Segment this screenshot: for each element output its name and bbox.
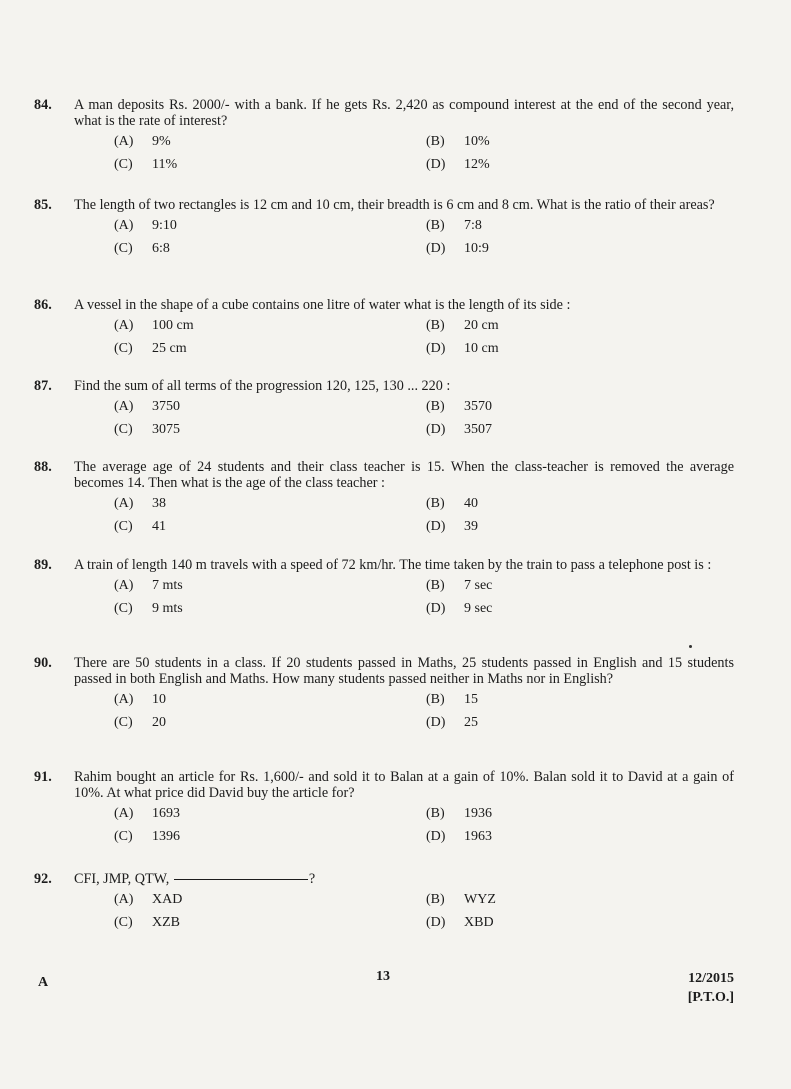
question-91 bbox=[34, 769, 734, 852]
series-code: A bbox=[38, 975, 49, 990]
option-c[interactable]: (C) 9 mts bbox=[114, 601, 183, 616]
question-number: 88. bbox=[34, 459, 52, 475]
question-89 bbox=[34, 557, 734, 624]
option-b[interactable]: (B) 15 bbox=[426, 692, 478, 707]
question-87 bbox=[34, 378, 734, 445]
question-90 bbox=[34, 655, 734, 738]
speck-mark bbox=[689, 645, 692, 648]
question-text: 91. Rahim bought an article for Rs. 1,600/- and sold it to Balan at a gain of 10%. Balan sold it to David at a gain of 10%. At what price did David buy the article for? bbox=[34, 769, 734, 801]
options bbox=[34, 578, 734, 624]
option-c[interactable]: (C) 1396 bbox=[114, 829, 180, 844]
question-number: 92. bbox=[34, 871, 52, 887]
footer-code-block bbox=[652, 969, 734, 1007]
question-text: 85. The length of two rectangles is 12 cm and 10 cm, their breadth is 6 cm and 8 cm. What is the ratio of their areas? bbox=[34, 197, 715, 213]
options bbox=[34, 318, 734, 364]
option-a[interactable]: (A) 100 cm bbox=[114, 318, 194, 333]
question-text: 89. A train of length 140 m travels with a speed of 72 km/hr. The time taken by the train to pass a telephone post is : bbox=[34, 557, 712, 573]
options bbox=[34, 806, 734, 852]
question-number: 87. bbox=[34, 378, 52, 394]
option-a[interactable]: (A) 1693 bbox=[114, 806, 180, 821]
option-c[interactable]: (C) 41 bbox=[114, 519, 166, 534]
options bbox=[34, 399, 734, 445]
option-a[interactable]: (A) 38 bbox=[114, 496, 166, 511]
option-a[interactable]: (A) 10 bbox=[114, 692, 166, 707]
option-c[interactable]: (C) 3075 bbox=[114, 422, 180, 437]
pto-mark: [P.T.O.] bbox=[687, 990, 734, 1005]
option-a[interactable]: (A) 3750 bbox=[114, 399, 180, 414]
option-c[interactable]: (C) 20 bbox=[114, 715, 166, 730]
option-d[interactable]: (D) XBD bbox=[426, 915, 494, 930]
option-c[interactable]: (C) 25 cm bbox=[114, 341, 187, 356]
question-text: 86. A vessel in the shape of a cube contains one litre of water what is the length of its side : bbox=[34, 297, 571, 313]
option-b[interactable]: (B) 3570 bbox=[426, 399, 492, 414]
question-85 bbox=[34, 197, 734, 264]
option-b[interactable]: (B) 7:8 bbox=[426, 218, 482, 233]
options bbox=[34, 496, 734, 542]
options bbox=[34, 692, 734, 738]
option-a[interactable]: (A) 9:10 bbox=[114, 218, 177, 233]
option-a[interactable]: (A) XAD bbox=[114, 892, 183, 907]
option-d[interactable]: (D) 9 sec bbox=[426, 601, 493, 616]
question-text: 92. CFI, JMP, QTW, ? bbox=[34, 871, 316, 887]
options bbox=[34, 218, 734, 264]
option-b[interactable]: (B) 10% bbox=[426, 134, 490, 149]
question-text: 87. Find the sum of all terms of the progression 120, 125, 130 ... 220 : bbox=[34, 378, 451, 394]
option-b[interactable]: (B) 7 sec bbox=[426, 578, 493, 593]
option-c[interactable]: (C) 11% bbox=[114, 157, 178, 172]
option-b[interactable]: (B) 1936 bbox=[426, 806, 492, 821]
option-d[interactable]: (D) 12% bbox=[426, 157, 490, 172]
option-d[interactable]: (D) 10:9 bbox=[426, 241, 489, 256]
question-text: 84. A man deposits Rs. 2000/- with a bank. If he gets Rs. 2,420 as compound interest at the end of the second year, what is the rate of interest? bbox=[34, 97, 734, 129]
page-number: 13 bbox=[376, 969, 390, 984]
option-d[interactable]: (D) 10 cm bbox=[426, 341, 499, 356]
option-a[interactable]: (A) 9% bbox=[114, 134, 171, 149]
question-number: 85. bbox=[34, 197, 52, 213]
question-84 bbox=[34, 97, 734, 180]
option-d[interactable]: (D) 39 bbox=[426, 519, 478, 534]
question-92 bbox=[34, 871, 734, 938]
exam-code: 12/2015 bbox=[688, 971, 734, 986]
option-a[interactable]: (A) 7 mts bbox=[114, 578, 183, 593]
question-text: 90. There are 50 students in a class. If 20 students passed in Maths, 25 students passed in English and 15 students passed in both English and Maths. How many students passed neither in Maths nor in English? bbox=[34, 655, 734, 687]
question-number: 89. bbox=[34, 557, 52, 573]
question-text: 88. The average age of 24 students and their class teacher is 15. When the class-teacher is removed the average becomes 14. Then what is the age of the class teacher : bbox=[34, 459, 734, 491]
answer-blank bbox=[174, 878, 308, 880]
question-88 bbox=[34, 459, 734, 542]
option-b[interactable]: (B) 20 cm bbox=[426, 318, 499, 333]
question-86 bbox=[34, 297, 734, 364]
option-d[interactable]: (D) 25 bbox=[426, 715, 478, 730]
question-number: 91. bbox=[34, 769, 52, 785]
option-d[interactable]: (D) 3507 bbox=[426, 422, 492, 437]
option-d[interactable]: (D) 1963 bbox=[426, 829, 492, 844]
option-b[interactable]: (B) 40 bbox=[426, 496, 478, 511]
question-number: 86. bbox=[34, 297, 52, 313]
question-number: 84. bbox=[34, 97, 52, 113]
option-c[interactable]: (C) 6:8 bbox=[114, 241, 170, 256]
options bbox=[34, 892, 734, 938]
option-b[interactable]: (B) WYZ bbox=[426, 892, 496, 907]
question-number: 90. bbox=[34, 655, 52, 671]
options bbox=[34, 134, 734, 180]
option-c[interactable]: (C) XZB bbox=[114, 915, 180, 930]
